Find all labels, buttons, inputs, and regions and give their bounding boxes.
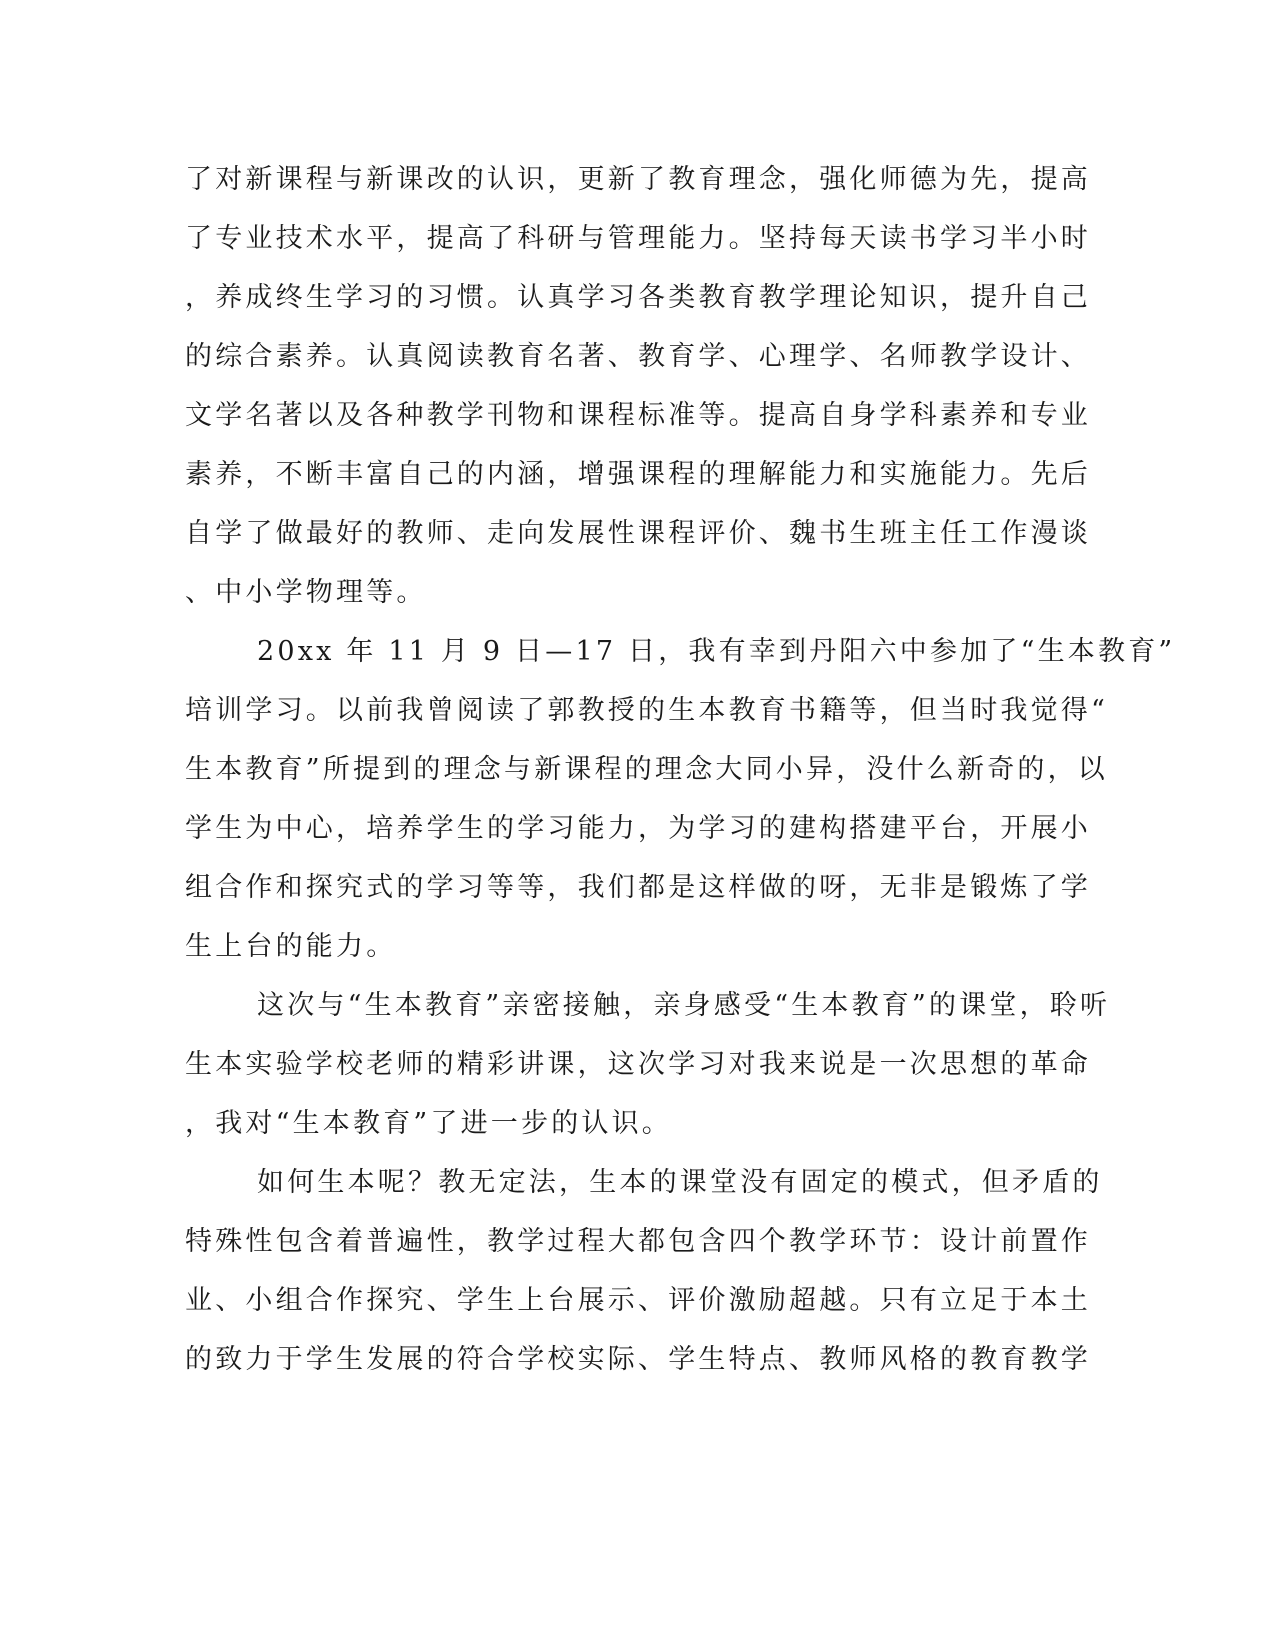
text-line: 特殊性包含着普遍性，教学过程大都包含四个教学环节：设计前置作 [185,1226,1091,1257]
text-line: 生本教育”所提到的理念与新课程的理念大同小异，没什么新奇的，以 [185,754,1109,785]
text-line: 的致力于学生发展的符合学校实际、学生特点、教师风格的教育教学 [185,1344,1091,1375]
text-line: 学生为中心，培养学生的学习能力，为学习的建构搭建平台，开展小 [185,813,1091,844]
paragraph-first-line: 这次与“生本教育”亲密接触，亲身感受“生本教育”的课堂，聆听 [257,990,1111,1021]
text-line: 素养，不断丰富自己的内涵，增强课程的理解能力和实施能力。先后 [185,459,1091,490]
text-line: 生本实验学校老师的精彩讲课，这次学习对我来说是一次思想的革命 [185,1049,1091,1080]
text-line: 生上台的能力。 [185,931,397,962]
text-line: 文学名著以及各种教学刊物和课程标准等。提高自身学科素养和专业 [185,400,1091,431]
text-line: 组合作和探究式的学习等等，我们都是这样做的呀，无非是锻炼了学 [185,872,1091,903]
text-line: 的综合素养。认真阅读教育名著、教育学、心理学、名师教学设计、 [185,341,1091,372]
text-line: 自学了做最好的教师、走向发展性课程评价、魏书生班主任工作漫谈 [185,518,1091,549]
text-line: 培训学习。以前我曾阅读了郭教授的生本教育书籍等，但当时我觉得“ [185,695,1109,726]
text-line: 、中小学物理等。 [185,577,427,608]
paragraph-first-line: 20xx 年 11 月 9 日—17 日，我有幸到丹阳六中参加了“生本教育” [257,636,1176,667]
text-line: ，我对“生本教育”了进一步的认识。 [185,1108,673,1139]
text-line: 了专业技术水平，提高了科研与管理能力。坚持每天读书学习半小时 [185,223,1091,254]
text-line: 业、小组合作探究、学生上台展示、评价激励超越。只有立足于本土 [185,1285,1091,1316]
text-line: ，养成终生学习的习惯。认真学习各类教育教学理论知识，提升自己 [185,282,1091,313]
paragraph-first-line: 如何生本呢？教无定法，生本的课堂没有固定的模式，但矛盾的 [257,1167,1103,1198]
text-line: 了对新课程与新课改的认识，更新了教育理念，强化师德为先，提高 [185,164,1091,195]
